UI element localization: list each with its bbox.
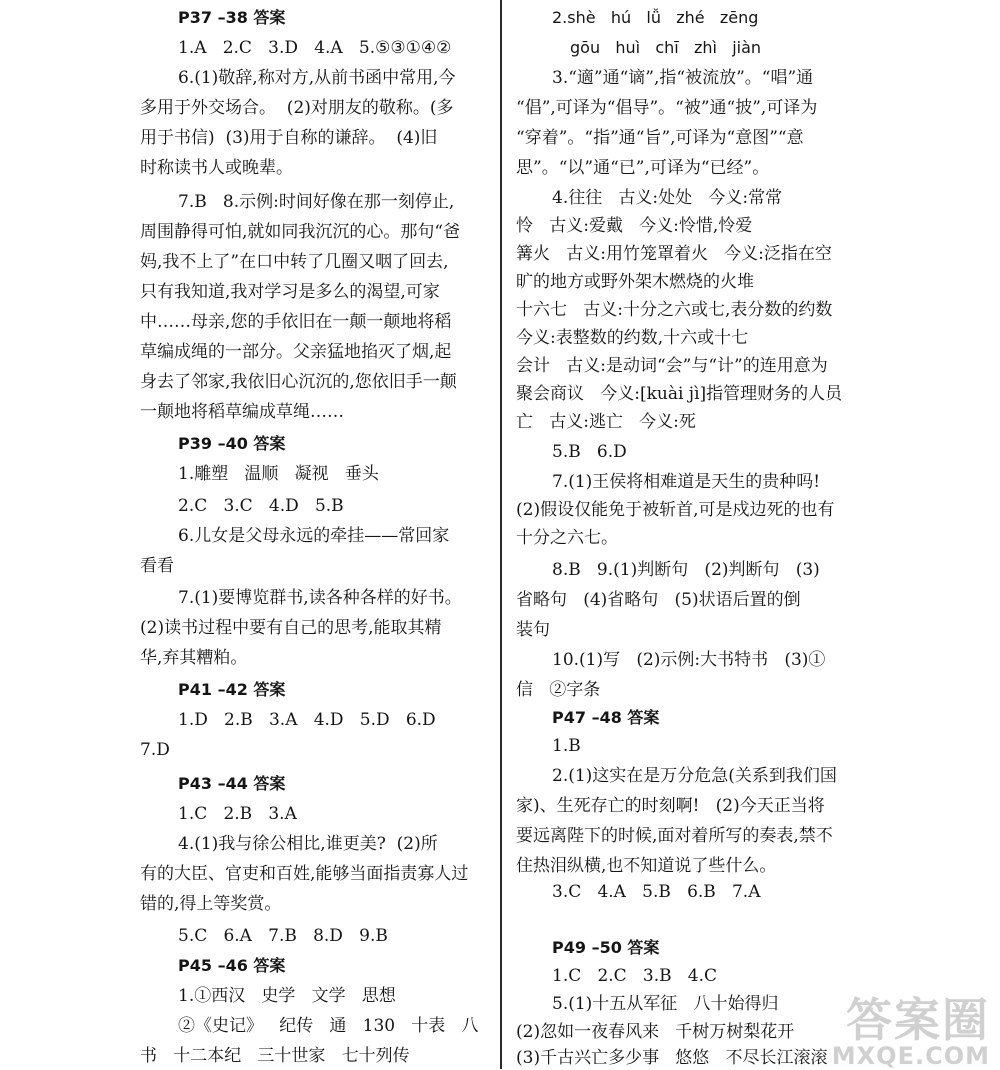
- answer-line: 1.B: [552, 736, 581, 756]
- answer-line: 多用于外交场合。 (2)对朋友的敬称。(多: [140, 98, 454, 118]
- answer-line: 会计 古义:是动词“会”与“计”的连用意为: [516, 356, 828, 376]
- answer-line: 看看: [140, 556, 174, 576]
- answer-line: 1.D 2.B 3.A 4.D 5.D 6.D: [178, 710, 436, 730]
- answer-line: 8.B 9.(1)判断句 (2)判断句 (3): [552, 560, 820, 580]
- answer-line: 今义:表整数的约数,十六或十七: [516, 328, 749, 348]
- answer-line: 聚会商议 今义:[kuài jì]指管理财务的人员: [516, 384, 843, 404]
- section-heading: P39 –40 答案: [178, 434, 286, 453]
- answer-line: 7.D: [140, 740, 170, 760]
- answer-line: 身去了邻家,我依旧心沉沉的,您依旧手一颠: [140, 372, 457, 392]
- answer-line: 用于书信) (3)用于自称的谦辞。 (4)旧: [140, 128, 438, 148]
- answer-line: 4.(1)我与徐公相比,谁更美? (2)所: [178, 834, 438, 854]
- answer-line: “穿着”。“指”通“旨”,可译为“意图”“意: [516, 128, 804, 148]
- answer-line: 有的大臣、官吏和百姓,能够当面指责寡人过: [140, 864, 469, 884]
- watermark: [831, 993, 990, 1070]
- section-heading: P43 –44 答案: [178, 774, 286, 793]
- answer-line: 7.B 8.示例:时间好像在那一刻停止,: [178, 192, 455, 212]
- column-divider: [500, 0, 502, 1069]
- answer-line: (2)忽如一夜春风来 千树万树梨花开: [516, 1022, 795, 1042]
- answer-line: 3.“適”通“谪”,指“被流放”。“唱”通: [552, 68, 814, 88]
- answer-line: 2.C 3.C 4.D 5.B: [178, 496, 344, 516]
- watermark-logo: 答案圈: [846, 993, 990, 1047]
- answer-line: 装句: [516, 620, 550, 640]
- answer-line: 华,弃其糟粕。: [140, 648, 248, 668]
- answer-line: 1.A 2.C 3.D 4.A 5.⑤③①④②: [178, 38, 452, 58]
- answer-line: 2.(1)这实在是万分危急(关系到我们国: [552, 766, 837, 786]
- answer-line: 1.C 2.B 3.A: [178, 804, 297, 824]
- answer-line: (2)读书过程中要有自己的思考,能取其精: [140, 618, 442, 638]
- answer-line: 亡 古义:逃亡 今义:死: [516, 412, 696, 432]
- answer-line: 要远离陛下的时候,面对着所写的奏表,禁不: [516, 826, 833, 846]
- answer-line: 省略句 (4)省略句 (5)状语后置的倒: [516, 590, 801, 610]
- section-heading: P49 –50 答案: [552, 938, 660, 957]
- answer-line: 错的,得上等奖赏。: [140, 894, 282, 914]
- answer-line: 6.儿女是父母永远的牵挂——常回家: [178, 526, 450, 546]
- answer-line: 10.(1)写 (2)示例:大书特书 (3)①: [552, 650, 826, 670]
- answer-line: 7.(1)要博览群书,读各种各样的好书。: [178, 588, 462, 608]
- answer-line: 怜 古义:爱戴 今义:怜惜,怜爱: [516, 216, 753, 236]
- answer-line: 4.往往 古义:处处 今义:常常: [552, 188, 783, 208]
- watermark-url: MXQE.COM: [831, 1042, 990, 1070]
- answer-line: 5.B 6.D: [552, 442, 627, 462]
- answer-line: ②《史记》 纪传 通 130 十表 八: [178, 1016, 479, 1036]
- section-heading: P37 –38 答案: [178, 8, 286, 27]
- answer-line: 篝火 古义:用竹笼罩着火 今义:泛指在空: [516, 244, 832, 264]
- answer-line: (3)千古兴亡多少事 悠悠 不尽长江滚滚: [516, 1048, 828, 1068]
- answer-line: 思”。“以”通“已”,可译为“已经”。: [516, 158, 770, 178]
- answer-line: 2.shè hú lǚ zhé zēng: [552, 8, 759, 27]
- answer-line: 5.(1)十五从军征 八十始得归: [552, 994, 779, 1014]
- answer-line: 中……母亲,您的手依旧在一颠一颠地将稻: [140, 312, 452, 332]
- answer-line: (2)假设仅能免于被斩首,可是戍边死的也有: [516, 500, 835, 520]
- answer-line: 只有我知道,我对学习是多么的渴望,可家: [140, 282, 440, 302]
- answer-line: 书 十二本纪 三十世家 七十列传: [140, 1046, 410, 1066]
- answer-line: gōu huì chī zhì jiàn: [570, 38, 762, 57]
- answer-line: 住热泪纵横,也不知道说了些什么。: [516, 856, 777, 876]
- answer-line: 3.C 4.A 5.B 6.B 7.A: [552, 882, 761, 902]
- answer-line: 1.C 2.C 3.B 4.C: [552, 966, 718, 986]
- answer-line: 6.(1)敬辞,称对方,从前书函中常用,今: [178, 68, 456, 88]
- answer-line: 1.雕塑 温顺 凝视 垂头: [178, 464, 379, 484]
- answer-line: 十六七 古义:十分之六或七,表分数的约数: [516, 300, 833, 320]
- section-heading: P45 –46 答案: [178, 956, 286, 975]
- section-heading: P41 –42 答案: [178, 680, 286, 699]
- answer-line: 草编成绳的一部分。父亲猛地掐灭了烟,起: [140, 342, 452, 362]
- section-heading: P47 –48 答案: [552, 708, 660, 727]
- answer-line: 家)、生死存亡的时刻啊! (2)今天正当将: [516, 796, 825, 816]
- answer-line: 十分之六七。: [516, 528, 618, 548]
- answer-line: “倡”,可译为“倡导”。“被”通“披”,可译为: [516, 98, 818, 118]
- answer-line: 5.C 6.A 7.B 8.D 9.B: [178, 926, 388, 946]
- answer-line: 妈,我不上了”在口中转了几圈又咽了回去,: [140, 252, 449, 272]
- answer-line: 1.①西汉 史学 文学 思想: [178, 986, 396, 1006]
- answer-line: 周围静得可怕,就如同我沉沉的心。那句“爸: [140, 222, 461, 242]
- answer-line: 7.(1)王侯将相难道是天生的贵种吗!: [552, 472, 821, 492]
- answer-line: 信 ②字条: [516, 680, 601, 700]
- answer-line: 旷的地方或野外架木燃烧的火堆: [516, 272, 754, 292]
- answer-line: 一颠地将稻草编成草绳……: [140, 402, 344, 422]
- answer-line: 时称读书人或晚辈。: [140, 158, 293, 178]
